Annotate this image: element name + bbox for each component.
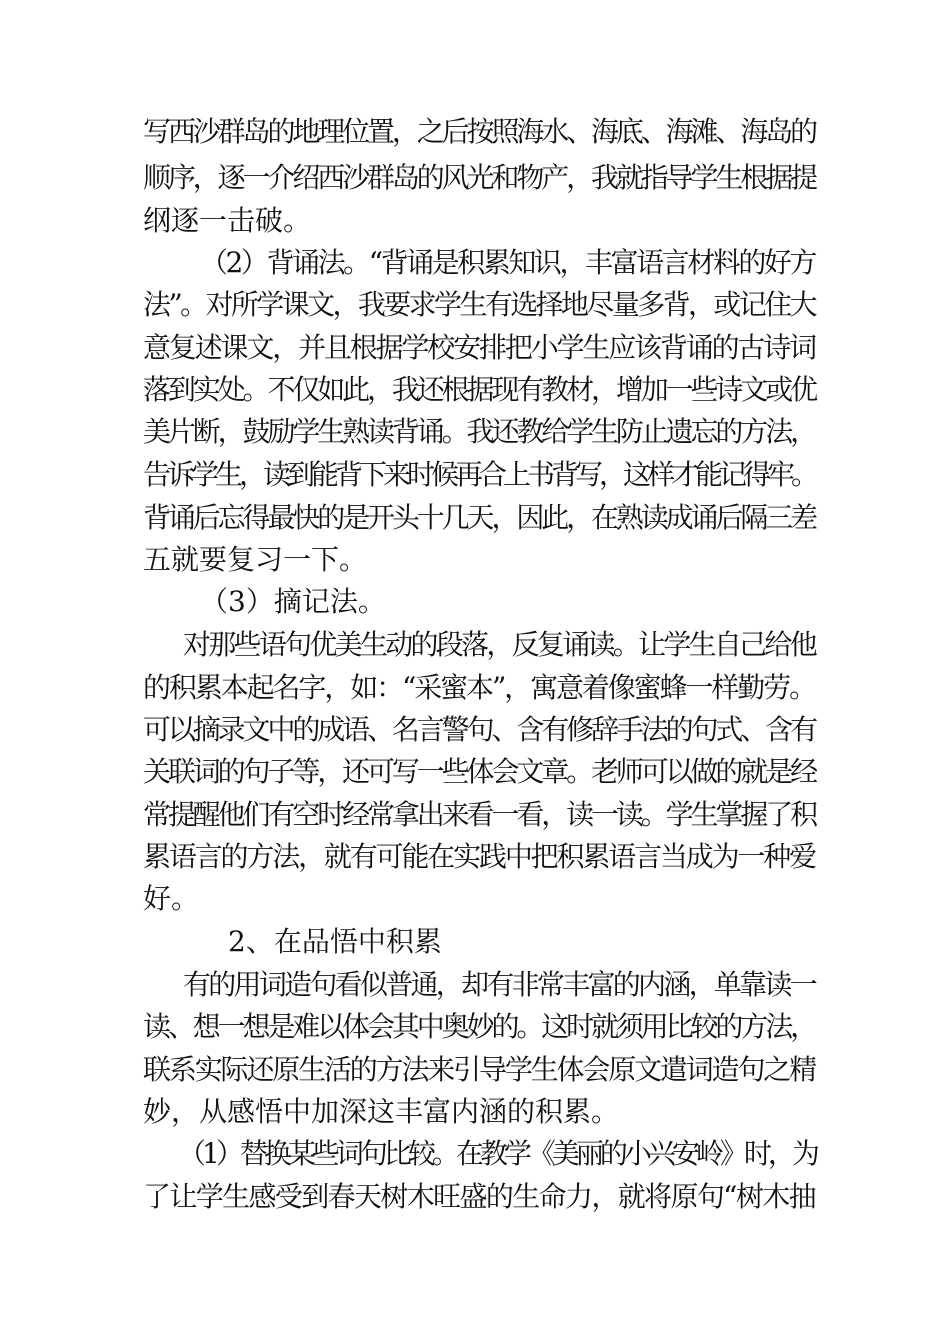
text-line: （3）摘记法。 xyxy=(200,585,386,618)
text-line: 对那些语句优美生动的段落，反复诵读。让学生自己给他 xyxy=(183,628,815,661)
text-line: 有的用词造句看似普通，却有非常丰富的内涵，单靠读一 xyxy=(183,968,815,1001)
text-line: 常提醒他们有空时经常拿出来看一看，读一读。学生掌握了积 xyxy=(143,798,815,831)
text-line: 美片断，鼓励学生熟读背诵。我还教给学生防止遗忘的方法， xyxy=(143,415,815,448)
text-line: 可以摘录文中的成语、名言警句、含有修辞手法的句式、含有 xyxy=(143,713,815,746)
text-line: 落到实处。不仅如此，我还根据现有教材，增加一些诗文或优 xyxy=(143,373,815,406)
text-line: 累语言的方法，就有可能在实践中把积累语言当成为一种爱 xyxy=(143,840,815,873)
text-line: （2）背诵法。“背诵是积累知识，丰富语言材料的好方 xyxy=(200,246,815,279)
text-line: 妙，从感悟中加深这丰富内涵的积累。 xyxy=(143,1095,620,1128)
text-line: 了让学生感受到春天树木旺盛的生命力，就将原句“树木抽 xyxy=(143,1180,815,1213)
text-line: 告诉学生，读到能背下来时候再合上书背写，这样才能记得牢。 xyxy=(143,458,816,491)
text-line: 纲逐一击破。 xyxy=(143,204,312,237)
text-line: 的积累本起名字，如：“采蜜本”，寓意着像蜜蜂一样勤劳。 xyxy=(143,671,815,704)
text-line: 五就要复习一下。 xyxy=(143,543,368,576)
text-line: 关联词的句子等，还可写一些体会文章。老师可以做的就是经 xyxy=(143,755,815,788)
text-line: 写西沙群岛的地理位置，之后按照海水、海底、海滩、海岛的 xyxy=(143,115,815,148)
text-line: 读、想一想是难以体会其中奥妙的。这时就须用比较的方法， xyxy=(143,1010,815,1043)
text-line: 法”。对所学课文，我要求学生有选择地尽量多背，或记住大 xyxy=(143,288,815,321)
text-line: 意复述课文，并且根据学校安排把小学生应该背诵的古诗词 xyxy=(143,331,815,364)
text-line: 联系实际还原生活的方法来引导学生体会原文遣词造句之精 xyxy=(143,1053,815,1086)
text-line: （1）替换某些词句比较。在教学《美丽的小兴安岭》时，为 xyxy=(178,1137,816,1170)
section-heading: 2、在品悟中积累 xyxy=(228,925,442,958)
text-line: 顺序，逐一介绍西沙群岛的风光和物产，我就指导学生根据提 xyxy=(143,161,815,194)
text-line: 背诵后忘得最快的是开头十几天，因此，在熟读成诵后隔三差 xyxy=(143,501,815,534)
text-line: 好。 xyxy=(143,882,200,915)
